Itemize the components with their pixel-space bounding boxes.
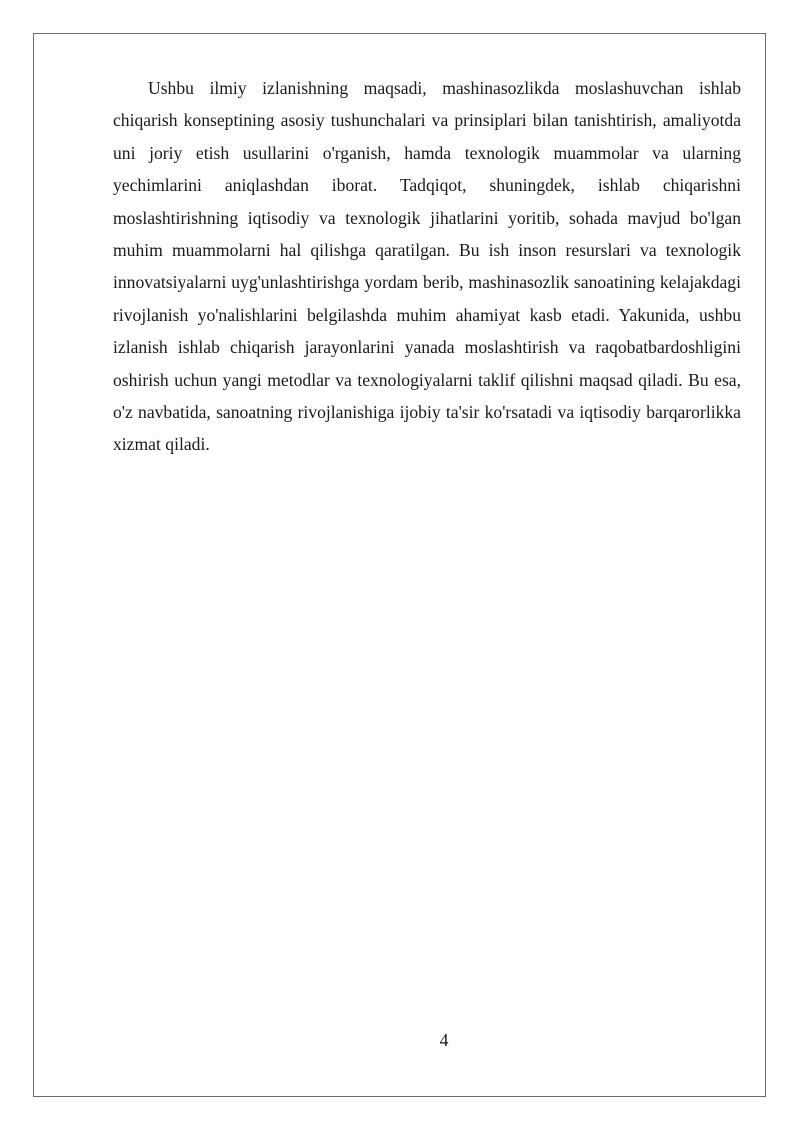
page-number: 4: [439, 1030, 449, 1050]
body-paragraph: Ushbu ilmiy izlanishning maqsadi, mashinasozlikda moslashuvchan ishlab chiqarish konseptining asosiy tushunchalari va prinsiplari bilan tanishtirish, amaliyotda uni joriy etish usullarini o'rganish, hamda texnologik muammolar va ularning yechimlarini aniqlashdan iborat. Tadqiqot, shuningdek, ishlab chiqarishni moslashtirishning iqtisodiy va texnologik jihatlarini yoritib, sohada mavjud bo'lgan muhim muammolarni hal qilishga qaratilgan. Bu ish inson resurslari va texnologik innovatsiyalarni uyg'unlashtirishga yordam berib, mashinasozlik sanoatining kelajakdagi rivojlanish yo'nalishlarini belgilashda muhim ahamiyat kasb etadi. Yakunida, ushbu izlanish ishlab chiqarish jarayonlarini yanada moslashtirish va raqobatbardoshligini oshirish uchun yangi metodlar va texnologiyalarni taklif qilishni maqsad qiladi. Bu esa, o'z navbatida, sanoatning rivojlanishiga ijobiy ta'sir ko'rsatadi va iqtisodiy barqarorlikka xizmat qiladi.: [113, 78, 741, 455]
